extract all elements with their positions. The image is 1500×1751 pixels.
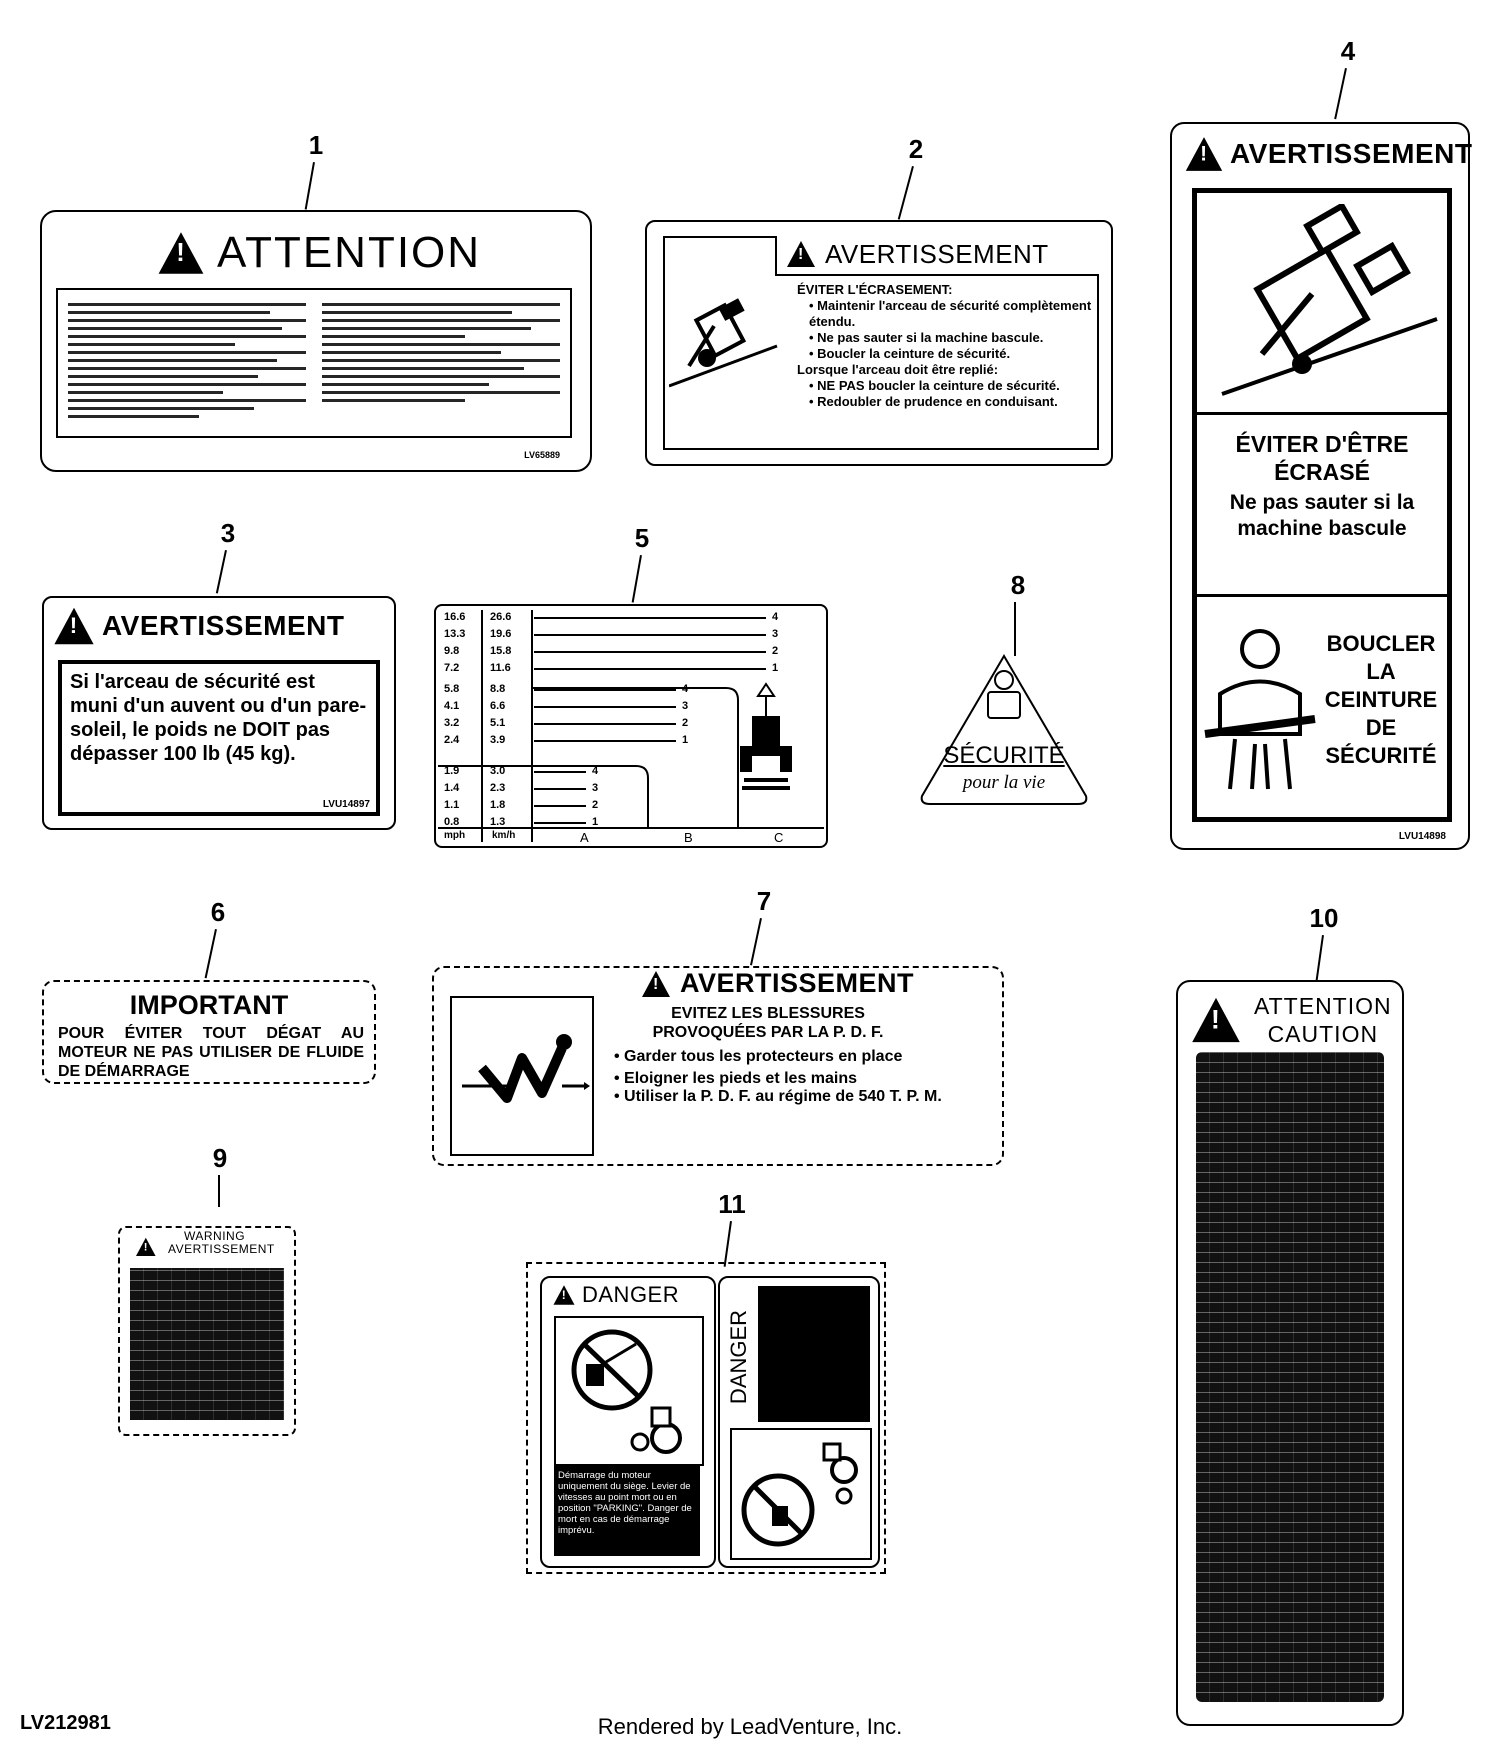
- gear-label: 1: [682, 734, 689, 746]
- tractor-rollover-icon: [1202, 204, 1442, 404]
- kmh-value: 1.8: [490, 799, 506, 811]
- decal-2-header: [777, 234, 1099, 276]
- decal-7-title: AVERTISSEMENT: [680, 968, 915, 998]
- decal-11-icon-box: [554, 1316, 704, 1466]
- decal-8-line-2: pour la vie: [962, 772, 1046, 793]
- decal-10-text: [1254, 992, 1392, 1048]
- decal-7-item-2: • Eloigner les pieds et les mains: [614, 1070, 858, 1087]
- decal-1-text-right: [322, 298, 560, 428]
- decal-11-text-box: [554, 1466, 700, 1556]
- warning-triangle-icon: [642, 971, 670, 997]
- kmh-value: 8.8: [490, 683, 506, 695]
- gear-label: 4: [592, 765, 599, 777]
- decal-4-title: AVERTISSEMENT: [1230, 138, 1473, 169]
- decal-6-text: POUR ÉVITER TOUT DÉGAT AU MOTEUR NE PAS UTILISER DE FLUIDE DE DÉMARRAGE: [58, 1025, 364, 1080]
- range-a: A: [580, 830, 589, 845]
- mph-value: 3.2: [444, 717, 460, 729]
- gear-label: 3: [772, 628, 779, 640]
- gear-label: 2: [772, 645, 779, 657]
- decal-4-bottom-4: DE: [1365, 715, 1397, 740]
- decal-4-code: LVU14898: [1398, 831, 1446, 842]
- mph-value: 1.4: [444, 782, 460, 794]
- decal-4-bottom-1: BOUCLER: [1326, 631, 1436, 656]
- decal-1-header: [167, 228, 481, 278]
- decal-9-text: [168, 1230, 275, 1256]
- gear-label: 2: [592, 799, 599, 811]
- decal-9-line-1: WARNING: [184, 1229, 246, 1243]
- unit-kmh: km/h: [492, 830, 516, 841]
- decal-1-code: LV65889: [524, 450, 560, 460]
- decal-7-header: [642, 968, 914, 999]
- callout-4: 4: [1340, 36, 1356, 66]
- kmh-value: 15.8: [490, 645, 512, 657]
- decal-4-divider-1: [1192, 412, 1452, 415]
- decal-4-avertissement: [1170, 122, 1473, 850]
- decal-2-title: AVERTISSEMENT: [825, 238, 1049, 269]
- tractor-rollover-icon: [669, 286, 779, 396]
- decal-2-body: [797, 282, 1093, 410]
- decal-3-avertissement: [42, 596, 396, 830]
- callout-10: 10: [1309, 903, 1339, 933]
- decal-7-avertissement-pto: [432, 966, 1004, 1166]
- decal-11-right-panel: [718, 1276, 880, 1568]
- decal-11-header: [550, 1282, 679, 1308]
- decal-8-securite: [916, 650, 1092, 810]
- decal-9-black-panel: [130, 1268, 284, 1420]
- mph-value: 13.3: [444, 628, 466, 640]
- decal-2-heading: ÉVITER L'ÉCRASEMENT:: [797, 282, 953, 297]
- decal-3-title: AVERTISSEMENT: [102, 610, 345, 641]
- decal-8-line-1: SÉCURITÉ: [943, 742, 1065, 769]
- decal-6-title: IMPORTANT: [129, 990, 289, 1020]
- mph-value: 16.6: [444, 611, 466, 623]
- decal-2-item-2: • Ne pas sauter si la machine bascule.: [809, 330, 1044, 345]
- mph-value: 7.2: [444, 662, 460, 674]
- decal-11-side-text-box: [758, 1286, 870, 1422]
- decal-11-title: DANGER: [582, 1282, 680, 1307]
- leader-4: [1334, 68, 1347, 119]
- warning-triangle-icon: [159, 232, 204, 274]
- kmh-value: 5.1: [490, 717, 506, 729]
- warning-triangle-icon: [54, 608, 93, 644]
- decal-2-left-border: [775, 236, 777, 276]
- decal-3-header: [60, 610, 344, 642]
- mph-value: 5.8: [444, 683, 460, 695]
- gear-label: 4: [682, 683, 689, 695]
- seatbelt-person-icon: [1200, 624, 1320, 794]
- leader-9: [218, 1175, 220, 1207]
- decal-11-danger: [526, 1262, 886, 1574]
- callout-11: 11: [718, 1189, 746, 1219]
- decal-4-bottom-2: LA: [1366, 659, 1396, 684]
- gear-label: 1: [772, 662, 779, 674]
- decal-10-header: [1188, 992, 1392, 1048]
- decal-4-divider-2: [1192, 594, 1452, 597]
- decal-11-left-panel: [540, 1276, 716, 1568]
- decal-11-side-title-wrap: [724, 1284, 758, 1434]
- decal-11-side-title: DANGER: [726, 1309, 751, 1405]
- kmh-value: 3.9: [490, 734, 506, 746]
- callout-3: 3: [220, 518, 236, 548]
- leader-10: [1315, 935, 1324, 983]
- decal-2-item-5: • Redoubler de prudence en conduisant.: [809, 394, 1058, 409]
- callout-8: 8: [1010, 570, 1026, 600]
- range-c: C: [774, 830, 784, 845]
- decal-10-line-1: ATTENTION: [1254, 993, 1392, 1019]
- decal-4-middle: [1196, 430, 1448, 542]
- mph-value: 1.9: [444, 765, 460, 777]
- decal-4-bottom: [1316, 630, 1446, 770]
- mph-value: 9.8: [444, 645, 460, 657]
- decal-2-sub: Lorsque l'arceau doit être replié:: [797, 362, 999, 377]
- leader-8: [1014, 602, 1016, 656]
- decal-2-avertissement: [645, 220, 1113, 466]
- gear-label: 3: [682, 700, 689, 712]
- decal-2-item-4: • NE PAS boucler la ceinture de sécurité.: [809, 378, 1060, 393]
- warning-triangle-icon: [787, 241, 815, 267]
- decal-6-important: [42, 980, 376, 1084]
- decal-10-line-2: CAUTION: [1267, 1021, 1379, 1047]
- decal-4-middle-1: ÉVITER D'ÊTRE ÉCRASÉ: [1235, 431, 1409, 485]
- leader-5: [632, 555, 642, 603]
- decal-2-item-3: • Boucler la ceinture de sécurité.: [809, 346, 1011, 361]
- mph-value: 1.1: [444, 799, 460, 811]
- decal-1-text-left: [68, 298, 306, 428]
- decal-1-title: ATTENTION: [217, 228, 482, 277]
- callout-9: 9: [212, 1143, 228, 1173]
- decal-4-bottom-5: SÉCURITÉ: [1325, 743, 1437, 768]
- decal-7-item-3: • Utiliser la P. D. F. au régime de 540 T. P. M.: [614, 1088, 942, 1105]
- no-start-from-ground-icon-2: [732, 1430, 870, 1558]
- kmh-value: 2.3: [490, 782, 506, 794]
- warning-triangle-icon: [1186, 137, 1222, 171]
- gear-label: 2: [682, 717, 689, 729]
- decal-2-item-1: • Maintenir l'arceau de sécurité complètement étendu.: [809, 298, 1092, 329]
- warning-triangle-icon: [1192, 998, 1240, 1042]
- decal-11-text: Démarrage du moteur uniquement du siège. Levier de vitesses au point mort ou en position "PARKING". Danger de mort en cas de démarrage imprévu.: [558, 1470, 692, 1536]
- leader-11: [724, 1221, 732, 1267]
- pto-entanglement-icon: [452, 998, 592, 1154]
- decal-7-icon-box: [450, 996, 594, 1156]
- gear-label: 1: [592, 816, 599, 828]
- callout-6: 6: [210, 897, 226, 927]
- decal-5-speed-chart: [434, 604, 828, 848]
- callout-2: 2: [908, 134, 924, 164]
- kmh-value: 19.6: [490, 628, 512, 640]
- unit-mph: mph: [444, 830, 466, 841]
- decal-3-text-box: [58, 660, 380, 816]
- decal-1-attention: [40, 210, 592, 472]
- callout-7: 7: [756, 886, 772, 916]
- kmh-value: 11.6: [490, 662, 511, 674]
- leader-6: [205, 929, 217, 978]
- decal-1-text-box: [56, 288, 572, 438]
- gear-label: 3: [592, 782, 599, 794]
- mph-value: 2.4: [444, 734, 460, 746]
- decal-7-sub: EVITEZ LES BLESSURES PROVOQUÉES PAR LA P. D. F.: [652, 1005, 884, 1041]
- mph-value: 0.8: [444, 816, 460, 828]
- decal-9-header: [136, 1230, 275, 1256]
- leader-1: [305, 162, 315, 210]
- decal-3-code: LVU14897: [322, 799, 370, 810]
- kmh-value: 6.6: [490, 700, 506, 712]
- tractor-top-icon: [740, 684, 792, 790]
- warning-triangle-icon: [136, 1238, 156, 1256]
- decal-4-header: [1190, 138, 1472, 170]
- leader-7: [750, 918, 762, 965]
- decal-7-list: [612, 1048, 962, 1106]
- decal-9-line-2: AVERTISSEMENT: [168, 1242, 275, 1256]
- callout-1: 1: [308, 130, 324, 160]
- kmh-value: 1.3: [490, 816, 506, 828]
- range-b: B: [684, 830, 693, 845]
- leader-3: [216, 550, 227, 593]
- gear-label: 4: [772, 611, 779, 623]
- figure-id: LV212981: [20, 1712, 111, 1734]
- decal-3-text: Si l'arceau de sécurité est muni d'un auvent ou d'un pare-soleil, le poids ne DOIT pas dépasser 100 lb (45 kg).: [70, 671, 367, 765]
- decal-4-bottom-3: CEINTURE: [1324, 687, 1438, 712]
- decal-11-side-icon-box: [730, 1428, 872, 1560]
- decal-4-middle-2: Ne pas sauter si la machine bascule: [1229, 491, 1415, 540]
- decal-9-warning: [118, 1226, 296, 1436]
- callout-5: 5: [634, 523, 650, 553]
- kmh-value: 26.6: [490, 611, 512, 623]
- decal-7-item-1: • Garder tous les protecteurs en place: [614, 1048, 903, 1065]
- mph-value: 4.1: [444, 700, 460, 712]
- decal-10-black-panel: [1196, 1052, 1384, 1702]
- decal-10-attention-caution: [1176, 980, 1404, 1726]
- footer-credit: Rendered by LeadVenture, Inc.: [597, 1714, 903, 1739]
- no-start-from-ground-icon: [556, 1318, 702, 1464]
- warning-triangle-icon: [554, 1285, 575, 1305]
- leader-2: [898, 166, 914, 220]
- kmh-value: 3.0: [490, 765, 506, 777]
